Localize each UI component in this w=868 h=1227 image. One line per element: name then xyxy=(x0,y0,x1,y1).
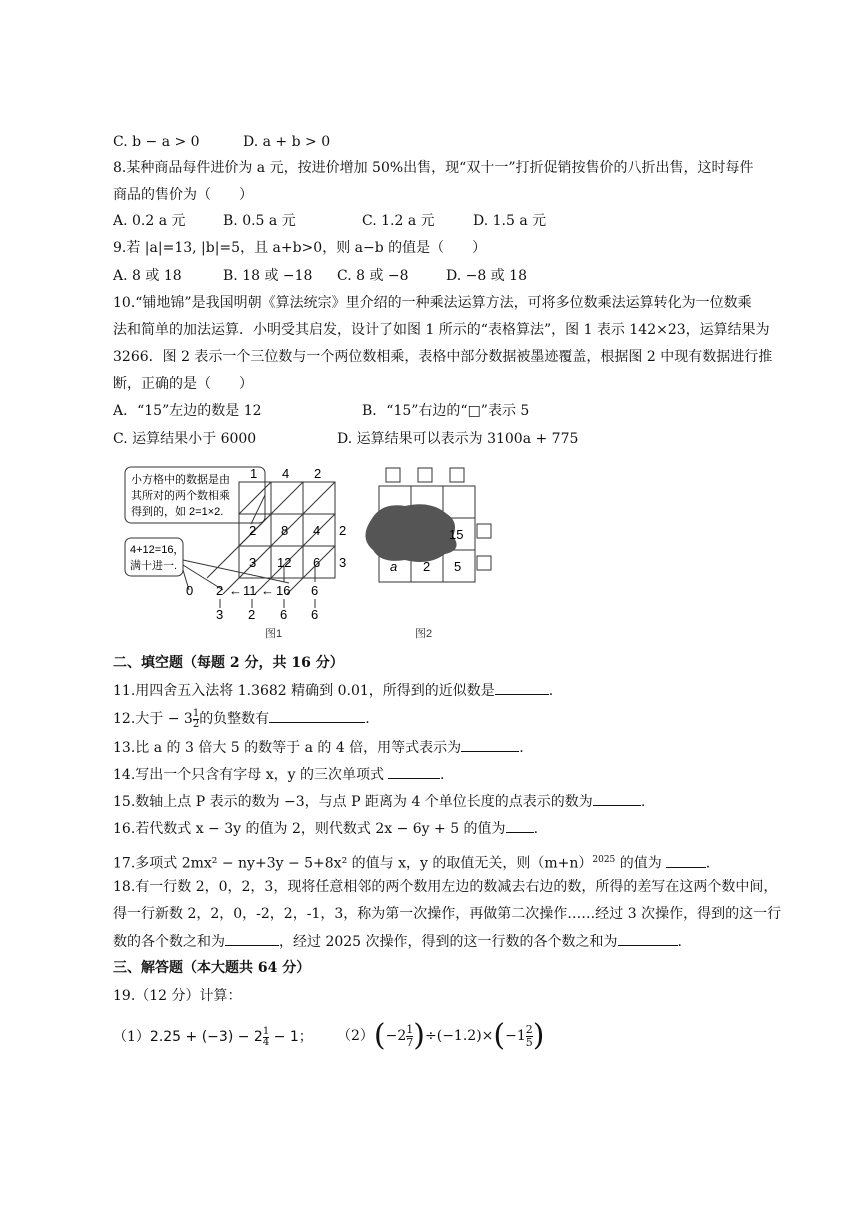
fig1-cell-r2c2: 12 xyxy=(277,555,292,570)
fig1-cell-r1c1: 2 xyxy=(249,523,257,538)
q19-part2: （2）(−2 $\frac{1}{7}$ )÷(−1.2)×(−1 $\frac{2}{5}$ ) xyxy=(337,1018,545,1053)
q10-option-a: A．“15”左边的数是 12 xyxy=(113,403,262,419)
fig1-note2-line2: 满十进一. xyxy=(130,560,178,572)
fig1-cell-r2c3: 6 xyxy=(313,555,321,570)
fig1-cell-r1c3: 4 xyxy=(313,523,321,538)
fig1-note2-line1: 4+12=16， xyxy=(130,544,185,556)
q19-part1: （1）2.25 + (−3) − 2 $\frac{1}{4}$ − 1； xyxy=(113,1025,313,1048)
q10-stem-line3: 3266．图 2 表示一个三位数与一个两位数相乘，表格中部分数据被墨迹覆盖，根据图 2 中现有数据进行推 xyxy=(113,349,773,365)
q8-stem-line1: 8.某种商品每件进价为 a 元，按进价增加 50%出售，现“双十一”打折促销按售价的八折出售，这时每件 xyxy=(113,160,754,176)
section-2-title: 二、填空题（每题 2 分，共 16 分） xyxy=(113,655,344,671)
fig2-cell-a: a xyxy=(390,559,398,574)
fig1-bottom2-2: 2 xyxy=(248,607,256,622)
q14: 14.写出一个只含有字母 x，y 的三次单项式 . xyxy=(113,764,444,785)
fig1-bottom2-6b: 6 xyxy=(311,607,319,622)
fig2-cell-15: 15 xyxy=(449,527,464,542)
fig1-arrow-2: ← xyxy=(261,583,274,598)
q16: 16.若代数式 x − 3y 的值为 2，则代数式 2x − 6y + 5 的值为 . xyxy=(113,818,538,839)
fig1-bottom1-0: 0 xyxy=(186,583,194,598)
q10-stem-line4: 断，正确的是（ ） xyxy=(113,376,253,392)
q10-option-d: D. 运算结果可以表示为 3100a + 775 xyxy=(337,431,579,447)
q18-line2: 得一行新数 2，2，0，-2，2，-1，3，称为第一次操作，再做第二次操作……经过 3 次操作，得到的这一行 xyxy=(113,906,782,922)
fig2-caption: 图2 xyxy=(415,628,433,640)
fig2-cell-2: 2 xyxy=(423,559,431,574)
fig1-bottom2-3: 3 xyxy=(216,607,224,622)
q10-option-c: C. 运算结果小于 6000 xyxy=(113,431,257,447)
q7-option-d: D. a + b > 0 xyxy=(243,134,331,150)
section-3-title: 三、解答题（本大题共 64 分） xyxy=(113,960,311,976)
q9-option-b: B. 18 或 −18 xyxy=(223,268,313,284)
q8-option-c: C. 1.2 a 元 xyxy=(362,213,435,229)
q8-stem-line2: 商品的售价为（ ） xyxy=(113,187,253,203)
fig1-right-2: 3 xyxy=(339,555,347,570)
fig1-cell-r2c1: 3 xyxy=(249,555,257,570)
q18-line3: 数的各个数之和为 ，经过 2025 次操作，得到的这一行数的各个数之和为 . xyxy=(113,931,682,952)
q17: 17.多项式 2mx² − ny+3y − 5+8x² 的值与 x，y 的取值无关，则$(m+n)^{2025}$ 的值为 . xyxy=(113,850,710,874)
fig1-top-3: 2 xyxy=(314,466,322,481)
fig1-bottom2-6a: 6 xyxy=(280,607,288,622)
fig1-note1-line3: 得到的，如 2=1×2. xyxy=(131,506,224,518)
fig1-caption: 图1 xyxy=(265,628,283,640)
q9-option-c: C. 8 或 −8 xyxy=(337,268,409,284)
q8-option-d: D. 1.5 a 元 xyxy=(473,213,547,229)
fig1-cell-r1c2: 8 xyxy=(281,523,289,538)
fig1-bottom1-2: 2 xyxy=(216,583,224,598)
q12: 12.大于 − 3 $\frac{1}{2}$ 的负整数有 . xyxy=(113,707,370,730)
fig1-bottom1-11: 11 xyxy=(243,583,257,598)
fig1-top-1: 1 xyxy=(250,466,258,481)
q8-option-b: B. 0.5 a 元 xyxy=(223,213,296,229)
q13: 13.比 a 的 3 倍大 5 的数等于 a 的 4 倍，用等式表示为 . xyxy=(113,737,524,758)
fig1-bottom1-6: 6 xyxy=(311,583,319,598)
fig1-top-2: 4 xyxy=(282,466,290,481)
q8-option-a: A. 0.2 a 元 xyxy=(113,213,186,229)
q19-stem: 19.（12 分）计算： xyxy=(113,988,242,1004)
q9-stem: 9.若 |a|=13, |b|=5，且 a+b>0，则 a−b 的值是（ ） xyxy=(113,240,487,256)
q9-option-d: D. −8 或 18 xyxy=(446,268,527,284)
fig1-note1-line1: 小方格中的数据是由 xyxy=(131,474,230,486)
fig1-bottom1-16: 16 xyxy=(276,583,291,598)
q9-option-a: A. 8 或 18 xyxy=(113,268,182,284)
ink-blot xyxy=(365,504,456,562)
fig2-cell-5: 5 xyxy=(454,559,462,574)
fig1-right-1: 2 xyxy=(339,523,347,538)
q18-line1: 18.有一行数 2，0，2，3，现将任意相邻的两个数用左边的数减去右边的数，所得的差写在这两个数中间， xyxy=(113,879,778,895)
q7-option-c: C. b − a > 0 xyxy=(113,134,200,150)
q10-figures xyxy=(113,462,513,642)
q10-option-b: B．“15”右边的“□”表示 5 xyxy=(362,403,530,419)
fig1-note1-line2: 其所对的两个数相乘 xyxy=(131,490,230,502)
q10-stem-line2: 法和简单的加法运算．小明受其启发，设计了如图 1 所示的“表格算法”，图 1 表示 142×23，运算结果为 xyxy=(113,322,770,338)
fig1-arrow-1: ← xyxy=(229,583,242,598)
q11: 11.用四舍五入法将 1.3682 精确到 0.01，所得到的近似数是 . xyxy=(113,680,553,701)
q15: 15.数轴上点 P 表示的数为 −3，与点 P 距离为 4 个单位长度的点表示的数为 . xyxy=(113,791,645,812)
q10-stem-line1: 10.“铺地锦”是我国明朝《算法统宗》里介绍的一种乘法运算方法，可将多位数乘法运算转化为一位数乘 xyxy=(113,295,752,311)
